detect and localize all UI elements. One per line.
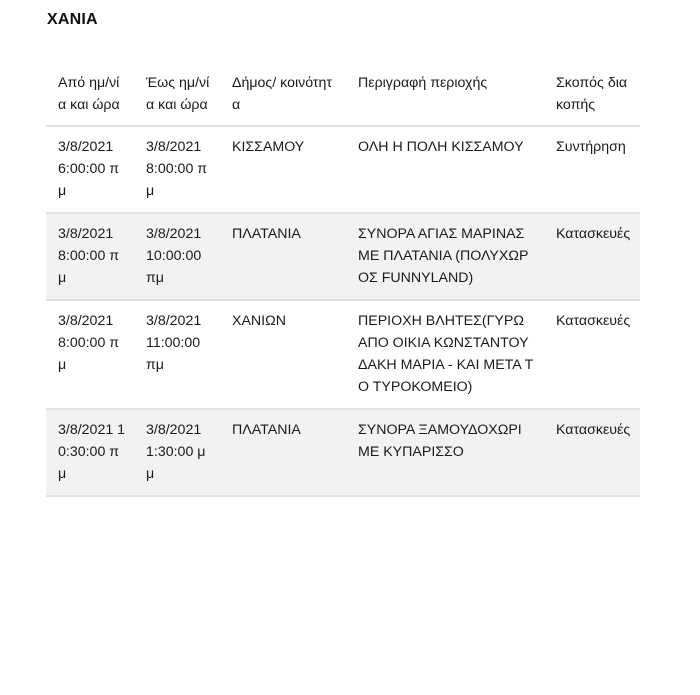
cell-from: 3/8/2021 8:00:00 πμ: [46, 300, 134, 409]
region-title: ΧΑΝΙΑ: [47, 11, 98, 28]
header-to-label: Έως ημ/νία και ώρα: [146, 75, 210, 113]
table-header: [46, 66, 640, 126]
header-from-label: Από ημ/νία και ώρα: [58, 75, 120, 113]
header-description-label: Περιγραφή περιοχής: [358, 75, 488, 91]
cell-from: 3/8/2021 6:00:00 πμ: [46, 126, 134, 213]
cell-to: 3/8/2021 1:30:00 μμ: [134, 409, 220, 496]
table-row: [46, 409, 640, 496]
cell-from: 3/8/2021 10:30:00 πμ: [46, 409, 134, 496]
cell-purpose: Κατασκευές: [544, 213, 640, 300]
cell-municipality: ΚΙΣΣΑΜΟΥ: [220, 126, 346, 213]
cell-from: 3/8/2021 8:00:00 πμ: [46, 213, 134, 300]
table-row: [46, 213, 640, 300]
header-to-datetime: [134, 66, 220, 126]
header-municipality: [220, 66, 346, 126]
header-municipality-label: Δήμος/ κοινότητα: [232, 75, 332, 113]
cell-purpose: Συντήρηση: [544, 126, 640, 213]
cell-description: ΣΥΝΟΡΑ ΑΓΙΑΣ ΜΑΡΙΝΑΣ ΜΕ ΠΛΑΤΑΝΙΑ (ΠΟΛΥΧΩΡΟΣ FUNNYLAND): [346, 213, 544, 300]
cell-description: ΣΥΝΟΡΑ ΞΑΜΟΥΔΟΧΩΡΙ ΜΕ ΚΥΠΑΡΙΣΣΟ: [346, 409, 544, 496]
cell-description: ΟΛΗ Η ΠΟΛΗ ΚΙΣΣΑΜΟΥ: [346, 126, 544, 213]
header-row: [46, 66, 640, 126]
cell-municipality: ΠΛΑΤΑΝΙΑ: [220, 409, 346, 496]
power-outage-table: [46, 66, 640, 497]
table-row: [46, 126, 640, 213]
header-purpose-label: Σκοπός διακοπής: [556, 75, 628, 113]
table-body: [46, 126, 640, 496]
header-from-datetime: [46, 66, 134, 126]
cell-purpose: Κατασκευές: [544, 300, 640, 409]
table-row: [46, 300, 640, 409]
cell-to: 3/8/2021 8:00:00 πμ: [134, 126, 220, 213]
cell-to: 3/8/2021 11:00:00 πμ: [134, 300, 220, 409]
cell-municipality: ΠΛΑΤΑΝΙΑ: [220, 213, 346, 300]
header-purpose: [544, 66, 640, 126]
cell-to: 3/8/2021 10:00:00 πμ: [134, 213, 220, 300]
cell-municipality: ΧΑΝΙΩΝ: [220, 300, 346, 409]
cell-purpose: Κατασκευές: [544, 409, 640, 496]
header-area-description: [346, 66, 544, 126]
cell-description: ΠΕΡΙΟΧΗ ΒΛΗΤΕΣ(ΓΥΡΩ ΑΠΟ ΟΙΚΙΑ ΚΩΝΣΤΑΝΤΟΥΔΑΚΗ ΜΑΡΙΑ - ΚΑΙ ΜΕΤΑ ΤΟ ΤΥΡΟΚΟΜΕΙΟ): [346, 300, 544, 409]
